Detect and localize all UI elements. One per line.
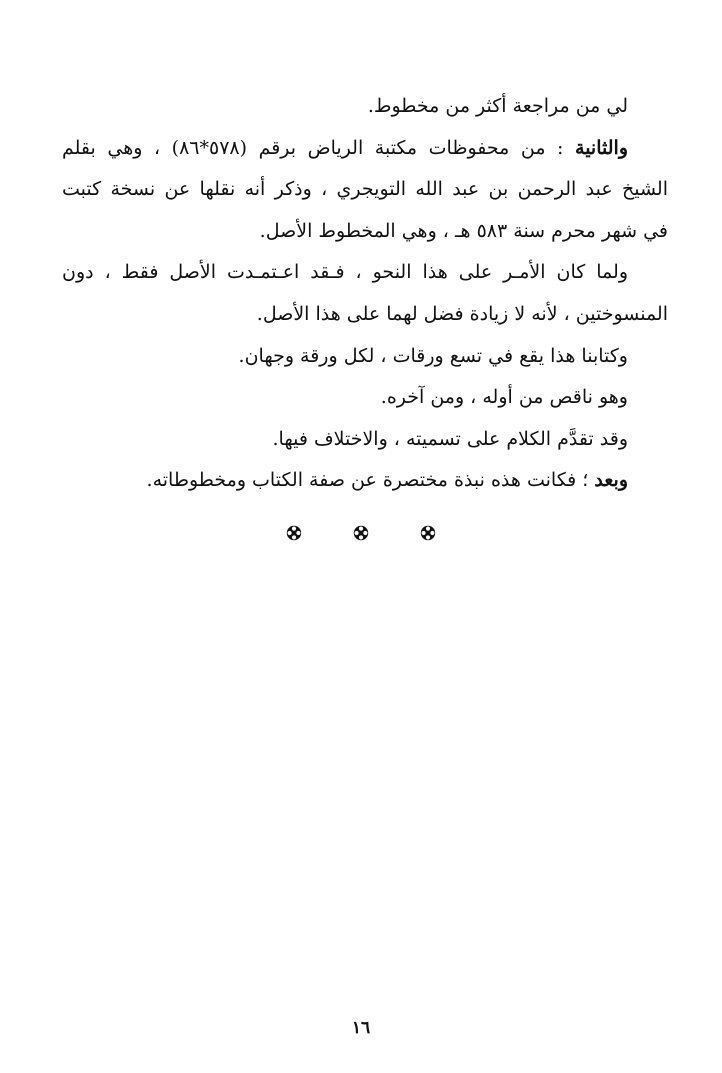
rosette-ornament-icon	[353, 525, 369, 541]
paragraph-heading: والثانية	[575, 136, 628, 159]
text-line-5: ولما كان الأمـر على هذا النحو ، فـقد اعـتمـدت الأصل فقط ، دون	[62, 261, 628, 284]
text-line-8: وهو ناقص من أوله ، ومن آخره.	[380, 386, 628, 409]
text-line-3: الشيخ عبد الرحمن بن عبد الله التويجري ، وذكر أنه نقلها عن نسخة كتبت	[62, 178, 668, 201]
text-line-10: وبعد ؛ فكانت هذه نبذة مختصرة عن صفة الكتاب ومخطوطاته.	[146, 469, 628, 492]
rosette-ornament-icon	[420, 525, 436, 541]
text-line-9: وقد تقدَّم الكلام على تسميته ، والاختلاف فيها.	[272, 427, 628, 450]
text-line-4: في شهر محرم سنة ٥٨٣ هـ ، وهي المخطوط الأصل.	[259, 219, 668, 242]
rosette-ornament-icon	[286, 525, 302, 541]
page-number: ١٦	[351, 1018, 371, 1038]
paragraph-heading: وبعد	[594, 469, 628, 492]
text-line-2: والثانية : من محفوظات مكتبة الرياض برقم (٥٧٨*٨٦) ، وهي بقلم	[62, 136, 628, 159]
text-line-7: وكتابنا هذا يقع في تسع ورقات ، لكل ورقة وجهان.	[238, 344, 628, 367]
body-text	[62, 86, 668, 502]
text-line-1: لي من مراجعة أكثر من مخطوط.	[367, 95, 628, 117]
section-divider-ornaments	[0, 522, 722, 541]
text-line-6: المنسوختين ، لأنه لا زيادة فضل لهما على هذا الأصل.	[256, 302, 668, 325]
